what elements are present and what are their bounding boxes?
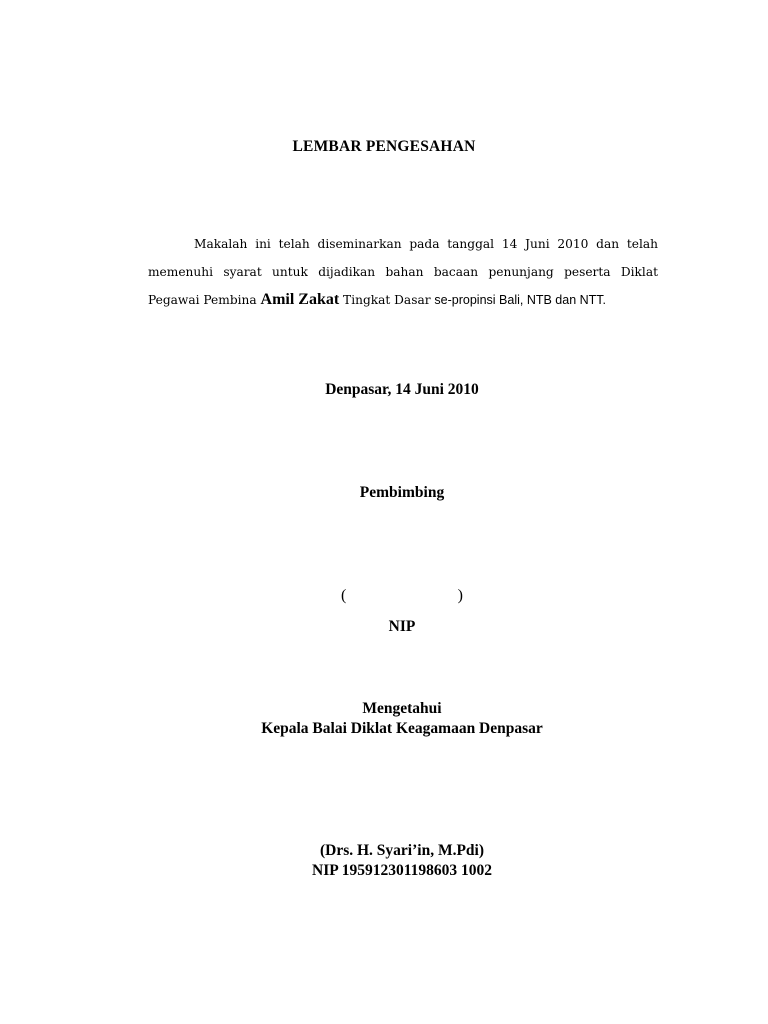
- acknowledgment-label: Mengetahui: [362, 700, 442, 717]
- paragraph-text-middle: Tingkat Dasar: [339, 293, 435, 307]
- approval-paragraph: [148, 230, 658, 314]
- signer-nip: NIP 195912301198603 1002: [312, 862, 492, 879]
- paragraph-text-start: Makalah ini telah diseminarkan pada tanggal 14 Juni 2010 dan telah memenuhi syarat untuk dijadikan bahan bacaan penunjang peserta Diklat Pegawai Pembina: [148, 237, 658, 307]
- signer-name: (Drs. H. Syari’in, M.Pdi): [319, 842, 485, 859]
- advisor-label: Pembimbing: [359, 484, 445, 501]
- paragraph-emphasis: Amil Zakat: [260, 291, 340, 308]
- advisor-nip-label: NIP: [388, 618, 416, 635]
- close-paren: ): [457, 587, 463, 604]
- page-title: LEMBAR PENGESAHAN: [292, 138, 476, 155]
- advisor-signature-blank: [341, 587, 463, 607]
- open-paren: (: [341, 587, 347, 604]
- place-date: Denpasar, 14 Juni 2010: [325, 381, 479, 398]
- paragraph-text-end: se-propinsi Bali, NTB dan NTT.: [434, 293, 607, 307]
- acknowledgment-position: Kepala Balai Diklat Keagamaan Denpasar: [261, 720, 543, 737]
